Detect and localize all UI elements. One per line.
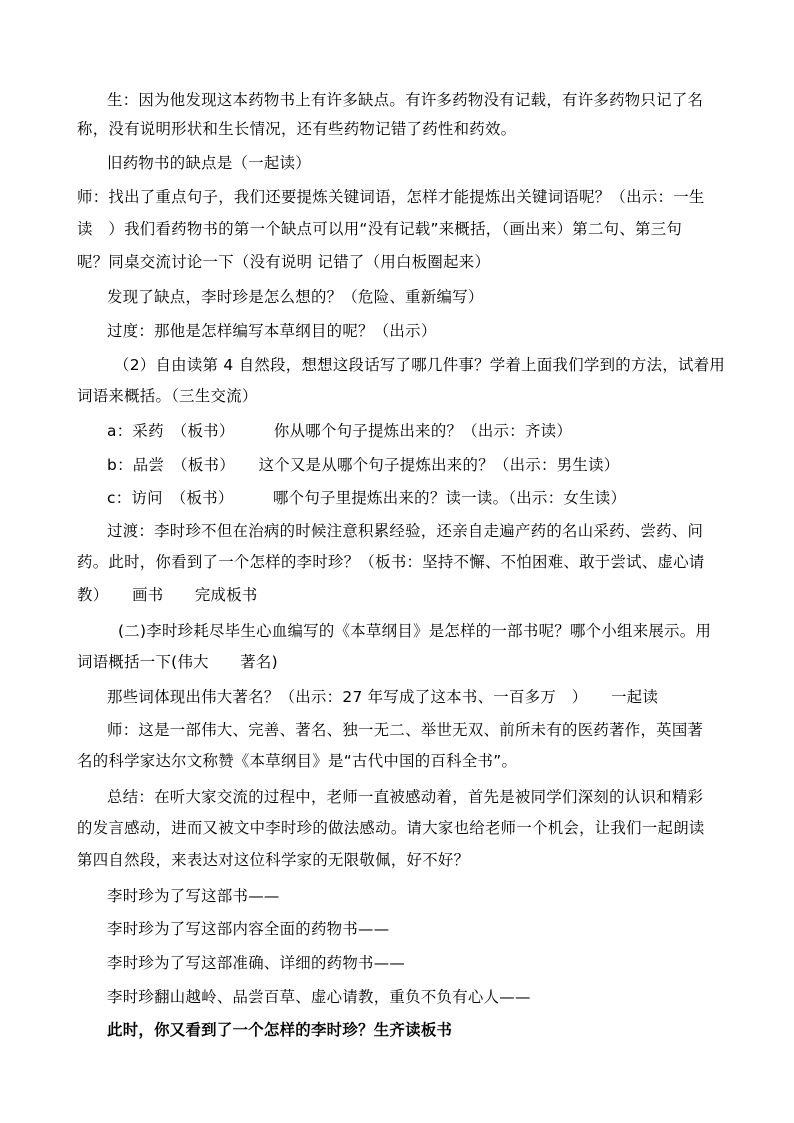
text-line: a：采药 （板书） 你从哪个句子提炼出来的？（出示：齐读） — [107, 422, 573, 440]
text-line: 发现了缺点，李时珍是怎么想的？（危险、重新编写） — [107, 288, 484, 306]
text-line: 那些词体现出伟大著名？（出示：27 年写成了这本书、一百多万 ） 一起读 — [107, 688, 659, 706]
text-line: b：品尝 （板书） 这个又是从哪个句子提炼出来的？（出示：男生读） — [107, 456, 620, 474]
text-line: 旧药物书的缺点是（一起读） — [107, 154, 311, 172]
text-line: 过渡：李时珍不但在治病的时候注意积累经验，还亲自走遍产药的名山采药、尝药、问 — [107, 522, 704, 540]
text-line: 此时，你又看到了一个怎样的李时珍？生齐读板书 — [107, 1021, 453, 1039]
text-line: 生：因为他发现这本药物书上有许多缺点。有许多药物没有记载，有许多药物只记了名 — [107, 91, 704, 109]
text-line: 李时珍为了写这部准确、详细的药物书—— — [107, 954, 406, 972]
text-line: 过度：那他是怎样编写本草纲目的呢？（出示） — [107, 322, 437, 340]
text-line: 第四自然段，来表达对这位科学家的无限敬佩，好不好？ — [77, 851, 470, 869]
text-line: 的发言感动，进而又被文中李时珍的做法感动。请大家也给老师一个机会，让我们一起朗读 — [77, 819, 705, 837]
text-line: 词语概括一下(伟大 著名) — [77, 653, 278, 671]
text-line: 呢？同桌交流讨论一下（没有说明 记错了（用白板圈起来） — [77, 253, 491, 271]
text-line: 教） 画书 完成板书 — [77, 586, 258, 604]
text-line: 药。此时，你看到了一个怎样的李时珍？（板书：坚持不懈、不怕困难、敢于尝试、虚心请 — [77, 553, 705, 571]
text-line: 李时珍翻山越岭、品尝百草、虚心请教，重负不负有心人—— — [107, 988, 531, 1006]
text-line: （2）自由读第 4 自然段，想想这段话写了哪几件事？学着上面我们学到的方法，试着用 — [114, 356, 726, 374]
text-line: (二)李时珍耗尽毕生心血编写的《本草纲目》是怎样的一部书呢？哪个小组来展示。用 — [118, 622, 712, 640]
text-line: 李时珍为了写这部内容全面的药物书—— — [107, 920, 390, 938]
text-line: 总结：在听大家交流的过程中，老师一直被感动着，首先是被同学们深刻的认识和精彩 — [107, 788, 704, 806]
text-line: 师：找出了重点句子，我们还要提炼关键词语，怎样才能提炼出关键词语呢？（出示：一生 — [77, 188, 705, 206]
text-line: 名的科学家达尔文称赞《本草纲目》是“古代中国的百科全书”。 — [77, 752, 518, 770]
text-line: 师：这是一部伟大、完善、著名、独一无二、举世无双、前所未有的医药著作，英国著 — [107, 721, 704, 739]
text-line: 词语来概括。（三生交流） — [77, 387, 258, 405]
text-line: 李时珍为了写这部书—— — [107, 887, 280, 905]
text-line: 读 ）我们看药物书的第一个缺点可以用“没有记载”来概括，（画出来）第二句、第三句 — [77, 220, 683, 238]
text-line: 称，没有说明形状和生长情况，还有些药物记错了药性和药效。 — [77, 120, 517, 138]
text-line: c：访问 （板书） 哪个句子里提炼出来的？读一读。（出示：女生读） — [107, 489, 627, 507]
